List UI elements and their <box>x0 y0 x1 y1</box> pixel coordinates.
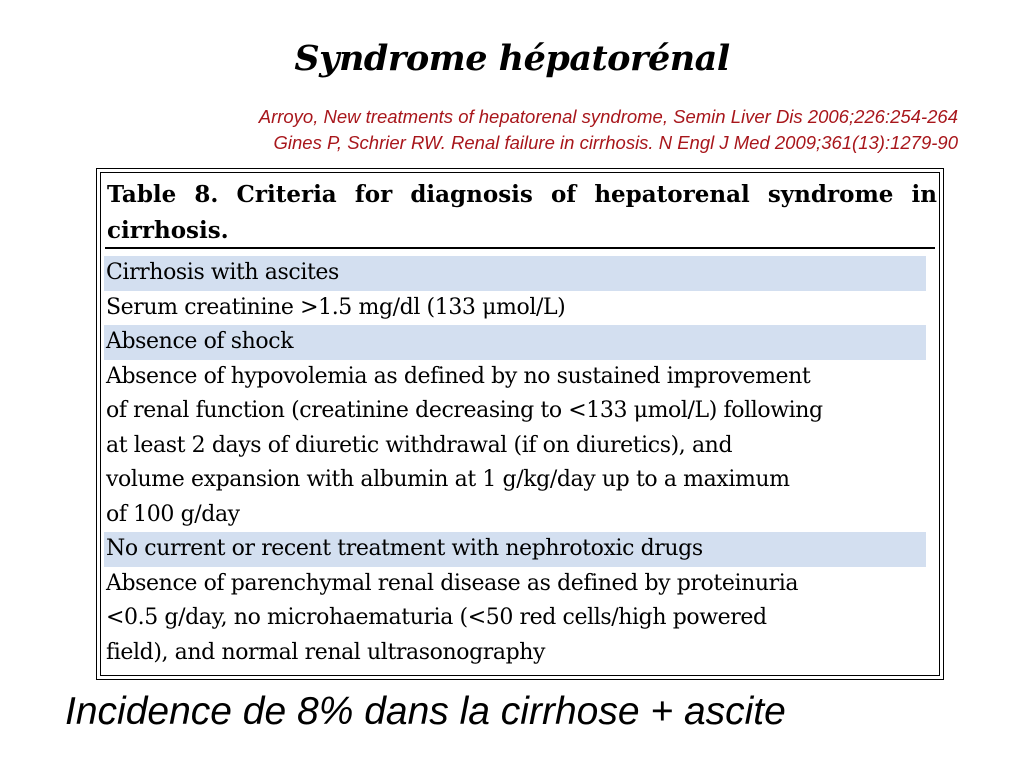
criterion-text: volume expansion with albumin at 1 g/kg/day up to a maximum <box>106 467 790 492</box>
criterion-text: Absence of hypovolemia as defined by no sustained improvement <box>106 363 811 389</box>
table-caption: Table 8. Criteria for diagnosis of hepatorenal syndrome in cirrhosis. <box>107 181 937 244</box>
table-rows <box>104 256 926 670</box>
criterion-text: field), and normal renal ultrasonography <box>106 639 546 665</box>
reference-gines: Gines P, Schrier RW. Renal failure in cirrhosis. N Engl J Med 2009;361(13):1279-90 <box>273 132 958 153</box>
table-row <box>104 256 926 291</box>
criteria-table <box>96 168 944 680</box>
incidence-note: Incidence de 8% dans la cirrhose + ascite <box>65 690 786 733</box>
table-row <box>104 291 926 326</box>
criterion-text: of renal function (creatinine decreasing to <133 μmol/L) following <box>106 398 823 423</box>
criterion-text: <0.5 g/day, no microhaematuria (<50 red cells/high powered <box>106 605 767 630</box>
table-row <box>104 567 926 671</box>
table-row <box>104 325 926 360</box>
criterion-text: at least 2 days of diuretic withdrawal (if on diuretics), and <box>106 432 733 458</box>
table-row <box>104 360 926 533</box>
caption-divider <box>105 247 935 249</box>
criteria-table-inner <box>100 172 940 676</box>
criterion-text: Cirrhosis with ascites <box>106 260 339 285</box>
criterion-text: Absence of parenchymal renal disease as defined by proteinuria <box>106 570 799 596</box>
criterion-text: Serum creatinine >1.5 mg/dl (133 μmol/L) <box>106 294 566 320</box>
slide-title: Syndrome hépatorénal <box>294 38 730 79</box>
table-row <box>104 532 926 567</box>
criterion-text: of 100 g/day <box>106 501 240 527</box>
reference-arroyo: Arroyo, New treatments of hepatorenal syndrome, Semin Liver Dis 2006;226:254-264 <box>258 106 958 127</box>
criterion-text: No current or recent treatment with nephrotoxic drugs <box>106 536 703 561</box>
references <box>259 104 958 156</box>
criterion-text: Absence of shock <box>106 329 294 354</box>
